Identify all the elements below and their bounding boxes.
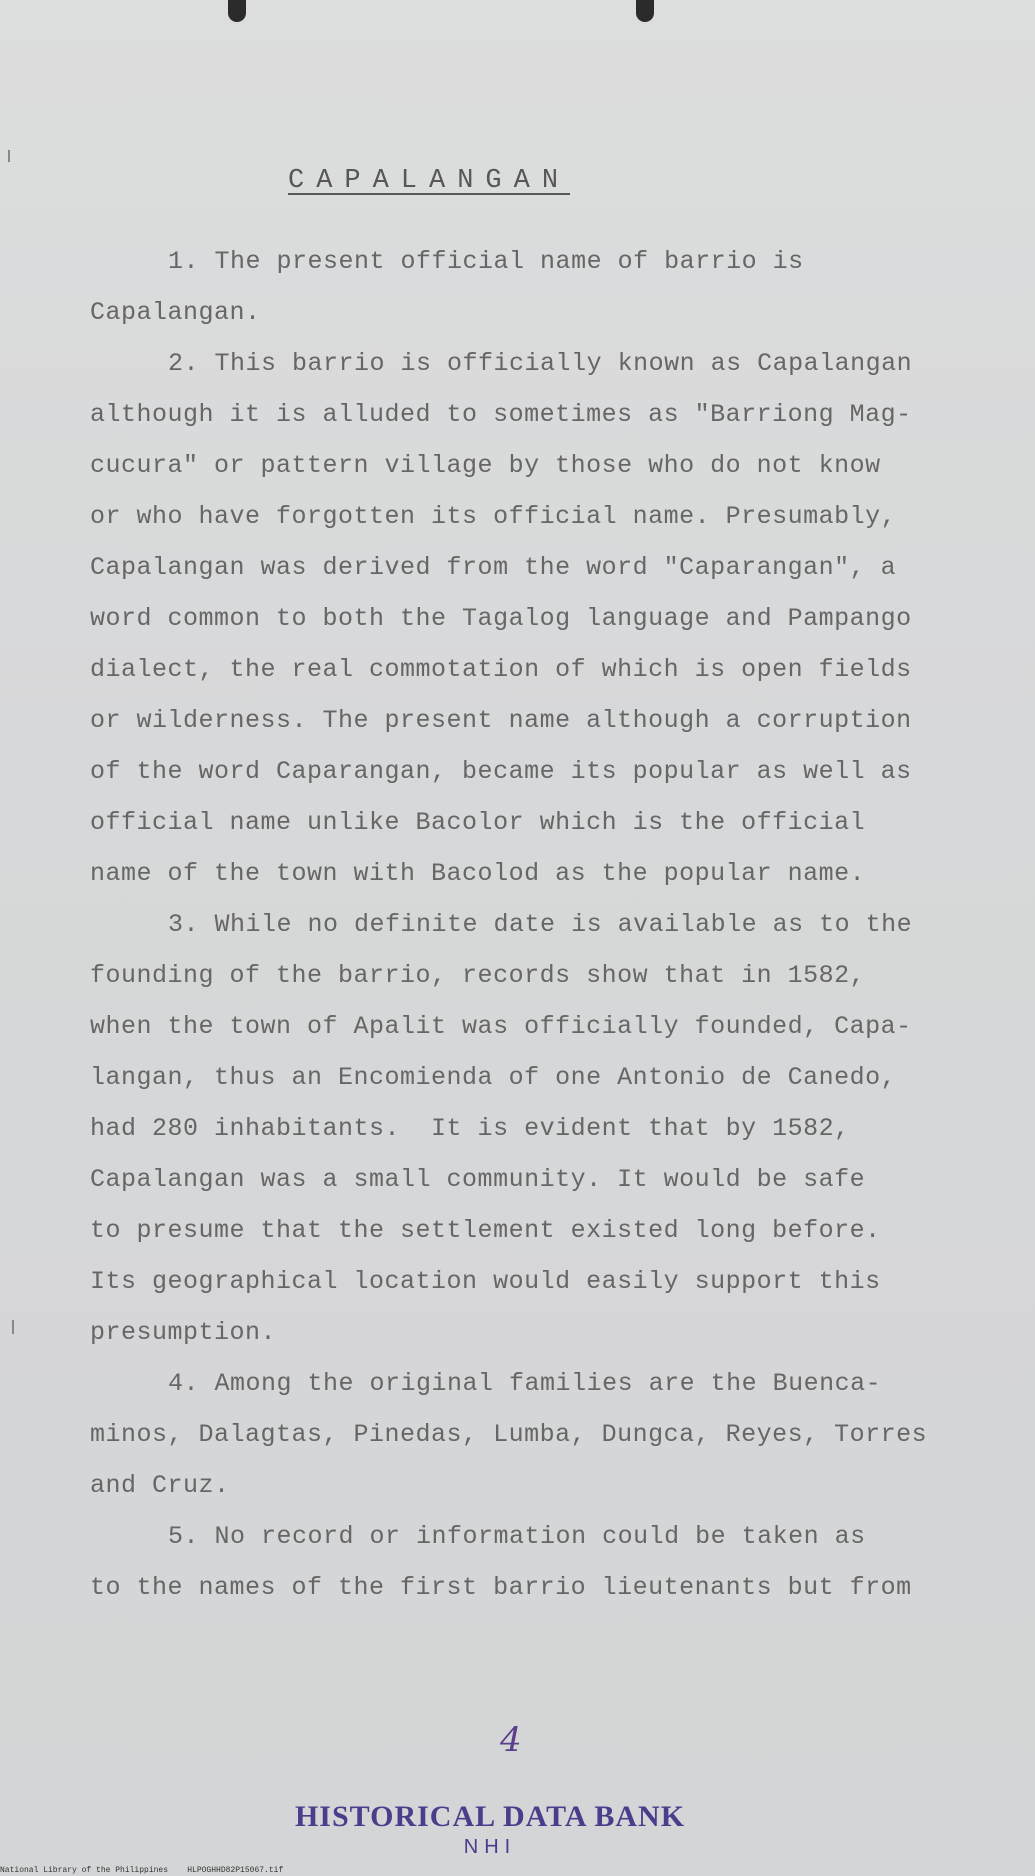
text-line: or who have forgotten its official name. Presumably,	[90, 502, 897, 531]
text-line: minos, Dalagtas, Pinedas, Lumba, Dungca, Reyes, Torres	[90, 1420, 928, 1449]
text-line: Capalangan was derived from the word "Caparangan", a	[90, 553, 897, 582]
text-line: had 280 inhabitants. It is evident that by 1582,	[90, 1114, 850, 1143]
text-line: 4. Among the original families are the Buenca-	[168, 1369, 882, 1398]
text-line: word common to both the Tagalog language and Pampango	[90, 604, 912, 633]
archive-stamp	[290, 1800, 690, 1859]
text-line: Capalangan was a small community. It would be safe	[90, 1165, 866, 1194]
text-line: presumption.	[90, 1318, 277, 1347]
margin-mark	[12, 1320, 14, 1334]
punch-hole	[228, 0, 246, 22]
text-line: Capalangan.	[90, 298, 261, 327]
scan-footer: National Library of the Philippines HLPOGHHD82P15067.tif	[0, 1866, 284, 1875]
text-line: 1. The present official name of barrio is	[168, 247, 804, 276]
text-line: or wilderness. The present name although a corruption	[90, 706, 912, 735]
text-line: 2. This barrio is officially known as Capalangan	[168, 349, 913, 378]
text-line: and Cruz.	[90, 1471, 230, 1500]
text-line: to the names of the first barrio lieutenants but from	[90, 1573, 912, 1602]
document-title: CAPALANGAN	[288, 166, 571, 196]
punch-hole	[636, 0, 654, 22]
text-line: dialect, the real commotation of which is open fields	[90, 655, 912, 684]
text-line: name of the town with Bacolod as the popular name.	[90, 859, 866, 888]
text-line: to presume that the settlement existed long before.	[90, 1216, 881, 1245]
text-line: cucura" or pattern village by those who do not know	[90, 451, 881, 480]
text-line: when the town of Apalit was officially founded, Capa-	[90, 1012, 912, 1041]
margin-mark	[8, 150, 10, 162]
document-body	[90, 236, 930, 1613]
text-line: 5. No record or information could be taken as	[168, 1522, 866, 1551]
text-line: of the word Caparangan, became its popular as well as	[90, 757, 912, 786]
text-line: langan, thus an Encomienda of one Antonio de Canedo,	[90, 1063, 897, 1092]
stamp-title: HISTORICAL DATA BANK	[294, 1800, 686, 1833]
text-line: 3. While no definite date is available as to the	[168, 910, 913, 939]
text-line: official name unlike Bacolor which is the official	[90, 808, 866, 837]
text-line: founding of the barrio, records show that in 1582,	[90, 961, 866, 990]
page-number: 4	[500, 1720, 522, 1760]
text-line: although it is alluded to sometimes as "Barriong Mag-	[90, 400, 912, 429]
stamp-subtitle: NHI	[463, 1836, 517, 1858]
text-line: Its geographical location would easily support this	[90, 1267, 881, 1296]
